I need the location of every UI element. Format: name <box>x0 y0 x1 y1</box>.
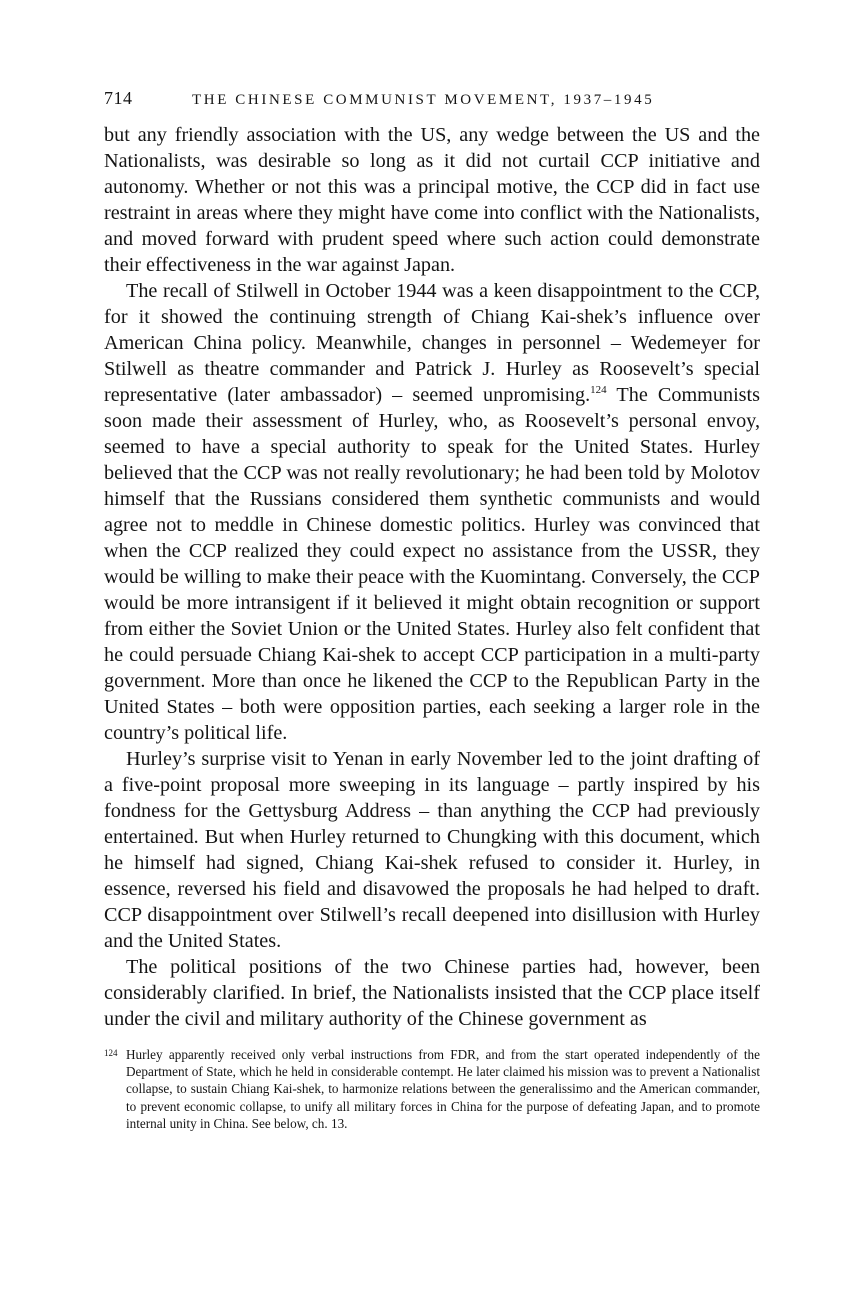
paragraph-text: The Communists soon made their assessment of Hurley, who, as Roosevelt’s personal envoy, seemed to have a special authority to speak for the United States. Hurley believed that the CCP was not really revolutionary; he had been told by Molotov himself that the Russians considered them synthetic communists and would agree not to meddle in Chinese domestic politics. Hurley was convinced that when the CCP realized they could expect no assistance from the USSR, they would be willing to make their peace with the Kuomintang. Conversely, the CCP would be more intransigent if it believed it might obtain recognition or support from either the Soviet Union or the United States. Hurley also felt confident that he could persuade Chiang Kai-shek to accept CCP participation in a multi-party government. More than once he likened the CCP to the Republican Party in the United States – both were opposition parties, each seeking a larger role in the country’s political life. <box>104 384 760 744</box>
paragraph: but any friendly association with the US, any wedge between the US and the Nationalists, was desirable so long as it did not curtail CCP initiative and autonomy. Whether or not this was a principal motive, the CCP did in fact use restraint in areas where they might have come into conflict with the Nationalists, and moved forward with prudent speed where such action could demonstrate their effectiveness in the war against Japan. <box>104 124 760 276</box>
footnote-mark: 124 <box>104 1048 118 1058</box>
body-text <box>104 122 760 1032</box>
paragraph <box>104 278 760 746</box>
page-number: 714 <box>104 88 133 108</box>
paragraph: The political positions of the two Chinese parties had, however, been considerably clarified. In brief, the Nationalists insisted that the CCP place itself under the civil and military authority of the Chinese government as <box>104 956 760 1030</box>
running-head-title: THE CHINESE COMMUNIST MOVEMENT, 1937–1945 <box>192 92 655 108</box>
book-page <box>104 86 760 1132</box>
footnote-reference: 124 <box>590 384 607 396</box>
running-head <box>104 86 760 112</box>
footnote-text: Hurley apparently received only verbal instructions from FDR, and from the start operated independently of the Department of State, which he held in considerable contempt. He later claimed his mission was to prevent a Nationalist collapse, to sustain Chiang Kai-shek, to harmonize relations between the generalissimo and the American commander, to prevent economic collapse, to unify all military forces in China for the purpose of defeating Japan, and to promote internal unity in China. See below, ch. 13. <box>126 1047 760 1131</box>
footnote <box>104 1046 760 1132</box>
paragraph: Hurley’s surprise visit to Yenan in early November led to the joint drafting of a five-point proposal more sweeping in its language – partly inspired by his fondness for the Gettysburg Address – than anything the CCP had previously entertained. But when Hurley returned to Chungking with this document, which he himself had signed, Chiang Kai-shek refused to consider it. Hurley, in essence, reversed his field and disavowed the proposals he had helped to draft. CCP disappointment over Stilwell’s recall deepened into disillusion with Hurley and the United States. <box>104 748 760 952</box>
paragraph-text: The recall of Stilwell in October 1944 was a keen disappointment to the CCP, for it showed the continuing strength of Chiang Kai-shek’s influence over American China policy. Meanwhile, changes in personnel – Wedemeyer for Stilwell as theatre commander and Patrick J. Hurley as Roosevelt’s special representative (later ambassador) – seemed unpromising. <box>104 280 760 406</box>
footnotes <box>104 1046 760 1132</box>
